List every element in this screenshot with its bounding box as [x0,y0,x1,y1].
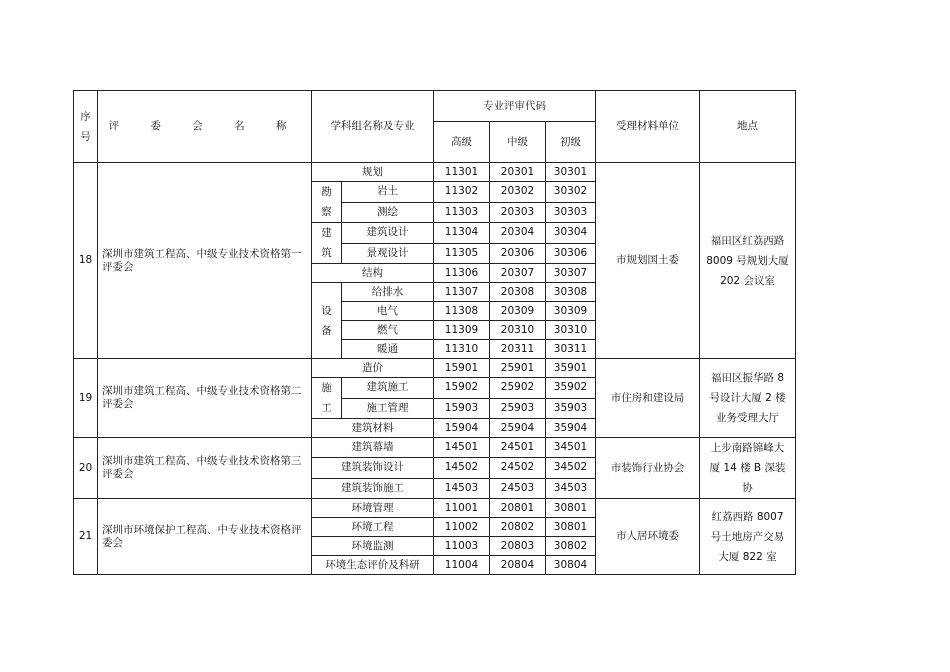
header-location: 地点 [700,91,796,163]
subject-name: 建筑幕墙 [312,438,434,458]
subject-name: 环境工程 [312,518,434,537]
code-middle: 25904 [490,419,546,438]
code-senior: 11302 [434,182,490,203]
code-junior: 30302 [546,182,596,203]
code-junior: 30304 [546,223,596,244]
committee-name: 深圳市建筑工程高、中级专业技术资格第三评委会 [98,438,312,499]
accepting-unit: 市规划国土委 [596,163,700,359]
code-middle: 20803 [490,537,546,556]
header-unit: 受理材料单位 [596,91,700,163]
code-senior: 14502 [434,458,490,478]
code-middle: 20304 [490,223,546,244]
code-senior: 15903 [434,398,490,419]
header-row [74,91,796,122]
code-senior: 11305 [434,243,490,264]
header-code-group: 专业评审代码 [434,91,596,122]
code-middle: 20309 [490,302,546,321]
qualification-table [73,90,796,575]
code-junior: 35903 [546,398,596,419]
code-middle: 24502 [490,458,546,478]
code-middle: 20310 [490,321,546,340]
code-middle: 20804 [490,556,546,575]
subject-name: 建筑装饰施工 [312,478,434,498]
subject-name: 环境生态评价及科研 [312,556,434,575]
code-senior: 11001 [434,499,490,518]
code-junior: 35902 [546,378,596,399]
code-junior: 30308 [546,283,596,302]
code-senior: 11304 [434,223,490,244]
code-junior: 30310 [546,321,596,340]
code-junior: 30801 [546,518,596,537]
header-middle: 中级 [490,122,546,163]
header-junior: 初级 [546,122,596,163]
location: 红荔西路 8007 号土地房产交易大厦 822 室 [700,499,796,575]
subject-name: 燃气 [342,321,434,340]
code-middle: 25901 [490,359,546,378]
table-row [74,438,796,458]
location: 上步南路锦峰大厦 14 楼 B 深装协 [700,438,796,499]
code-middle: 25902 [490,378,546,399]
code-middle: 20301 [490,163,546,182]
code-junior: 30307 [546,264,596,283]
code-junior: 30311 [546,340,596,359]
code-senior: 11303 [434,202,490,223]
subject-name: 电气 [342,302,434,321]
group-number: 19 [74,359,98,438]
code-middle: 20302 [490,182,546,203]
accepting-unit: 市装饰行业协会 [596,438,700,499]
code-senior: 11301 [434,163,490,182]
code-senior: 11307 [434,283,490,302]
subject-name: 景观设计 [342,243,434,264]
code-senior: 11310 [434,340,490,359]
code-senior: 11002 [434,518,490,537]
code-senior: 11003 [434,537,490,556]
group-number: 21 [74,499,98,575]
code-junior: 34503 [546,478,596,498]
subgroup-label: 设 备 [312,283,342,359]
subgroup-label: 施 工 [312,378,342,419]
subject-name: 暖通 [342,340,434,359]
code-junior: 35904 [546,419,596,438]
committee-name: 深圳市建筑工程高、中级专业技术资格第二评委会 [98,359,312,438]
code-senior: 15901 [434,359,490,378]
code-junior: 30801 [546,499,596,518]
subject-name: 规划 [312,163,434,182]
code-middle: 20306 [490,243,546,264]
code-junior: 34502 [546,458,596,478]
table-row [74,499,796,518]
committee-name: 深圳市建筑工程高、中级专业技术资格第一评委会 [98,163,312,359]
subject-name: 环境管理 [312,499,434,518]
code-junior: 35901 [546,359,596,378]
subject-name: 建筑施工 [342,378,434,399]
group-number: 18 [74,163,98,359]
subgroup-label: 勘 察 [312,182,342,223]
subject-name: 建筑装饰设计 [312,458,434,478]
subject-name: 建筑材料 [312,419,434,438]
table-row [74,163,796,182]
group-number: 20 [74,438,98,499]
header-senior: 高级 [434,122,490,163]
subject-name: 建筑设计 [342,223,434,244]
code-senior: 11309 [434,321,490,340]
code-middle: 20308 [490,283,546,302]
code-senior: 14503 [434,478,490,498]
code-senior: 14501 [434,438,490,458]
code-senior: 11004 [434,556,490,575]
code-junior: 30309 [546,302,596,321]
code-middle: 20303 [490,202,546,223]
subject-name: 岩土 [342,182,434,203]
code-middle: 20311 [490,340,546,359]
code-middle: 20307 [490,264,546,283]
code-junior: 34501 [546,438,596,458]
accepting-unit: 市住房和建设局 [596,359,700,438]
code-junior: 30301 [546,163,596,182]
subject-name: 造价 [312,359,434,378]
code-junior: 30804 [546,556,596,575]
code-middle: 20801 [490,499,546,518]
code-middle: 24503 [490,478,546,498]
table-row [74,359,796,378]
code-middle: 20802 [490,518,546,537]
code-senior: 15904 [434,419,490,438]
code-middle: 25903 [490,398,546,419]
header-committee: 评 委 会 名 称 [98,91,312,163]
code-junior: 30802 [546,537,596,556]
subject-name: 环境监测 [312,537,434,556]
code-senior: 11306 [434,264,490,283]
header-subject: 学科组名称及专业 [312,91,434,163]
subject-name: 结构 [312,264,434,283]
subject-name: 测绘 [342,202,434,223]
committee-name: 深圳市环境保护工程高、中专业技术资格评委会 [98,499,312,575]
code-senior: 15902 [434,378,490,399]
code-junior: 30303 [546,202,596,223]
code-senior: 11308 [434,302,490,321]
code-middle: 24501 [490,438,546,458]
code-junior: 30306 [546,243,596,264]
subject-name: 给排水 [342,283,434,302]
accepting-unit: 市人居环境委 [596,499,700,575]
location: 福田区振华路 8号设计大厦 2 楼业务受理大厅 [700,359,796,438]
subject-name: 施工管理 [342,398,434,419]
subgroup-label: 建 筑 [312,223,342,264]
location: 福田区红荔西路8009 号规划大厦202 会议室 [700,163,796,359]
header-seq: 序 号 [74,91,98,163]
